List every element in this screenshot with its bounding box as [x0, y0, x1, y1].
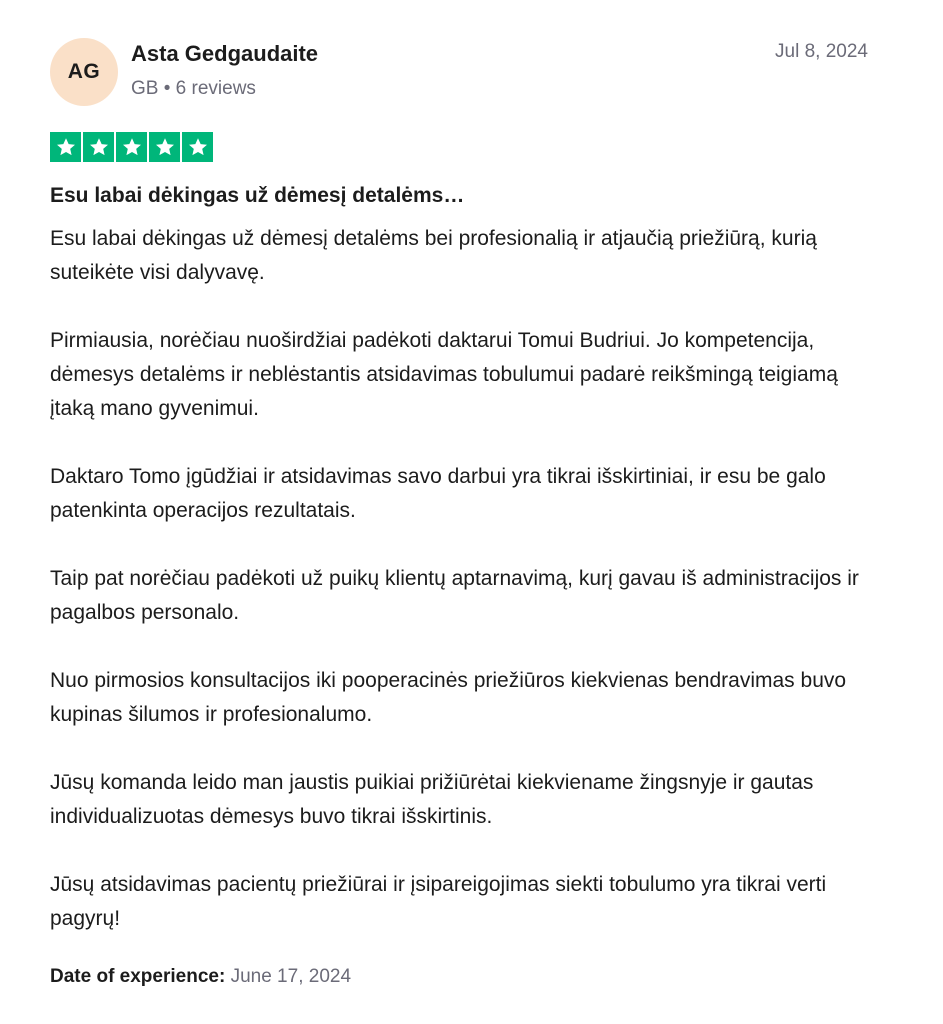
reviewer-name[interactable]: Asta Gedgaudaite	[131, 41, 319, 66]
avatar[interactable]	[50, 38, 118, 106]
star-rating	[50, 132, 213, 162]
review-paragraph: Daktaro Tomo įgūdžiai ir atsidavimas savo darbui yra tikrai išskirtiniai, ir esu be galo patenkinta operacijos rezultatais.	[50, 465, 826, 522]
review-paragraph: Nuo pirmosios konsultacijos iki pooperacinės priežiūros kiekvienas bendravimas buvo kupinas šilumos ir profesionalumo.	[50, 669, 847, 726]
star-icon	[149, 132, 180, 162]
star-icon	[83, 132, 114, 162]
star-icon	[182, 132, 213, 162]
star-icon	[50, 132, 81, 162]
avatar-initials: AG	[67, 60, 101, 83]
review-title[interactable]: Esu labai dėkingas už dėmesį detalėms…	[50, 184, 465, 207]
review-paragraph: Pirmiausia, norėčiau nuoširdžiai padėkoti daktarui Tomui Budriui. Jo kompetencija, dėmesys detalėms ir neblėstantis atsidavimas tobulumui padarė reikšmingą teigiamą įtaką mano gyvenimui.	[50, 329, 838, 420]
review-body	[50, 222, 880, 970]
review-paragraph: Taip pat norėčiau padėkoti už puikų klientų aptarnavimą, kurį gavau iš administracijos ir pagalbos personalo.	[50, 567, 859, 624]
review-paragraph: Esu labai dėkingas už dėmesį detalėms bei profesionalią ir atjaučią priežiūrą, kurią suteikėte visi dalyvavę.	[50, 227, 817, 284]
date-of-experience	[50, 966, 351, 988]
star-icon	[116, 132, 147, 162]
experience-value: June 17, 2024	[230, 966, 352, 987]
review-paragraph: Jūsų atsidavimas pacientų priežiūrai ir įsipareigojimas siekti tobulumo yra tikrai verti pagyrų!	[50, 873, 827, 930]
reviewer-meta: GB • 6 reviews	[131, 78, 256, 99]
experience-label: Date of experience:	[50, 966, 226, 987]
review-paragraph: Jūsų komanda leido man jaustis puikiai prižiūrėtai kiekviename žingsnyje ir gautas individualizuotas dėmesys buvo tikrai išskirtinis.	[50, 771, 814, 828]
review-date: Jul 8, 2024	[775, 41, 868, 62]
